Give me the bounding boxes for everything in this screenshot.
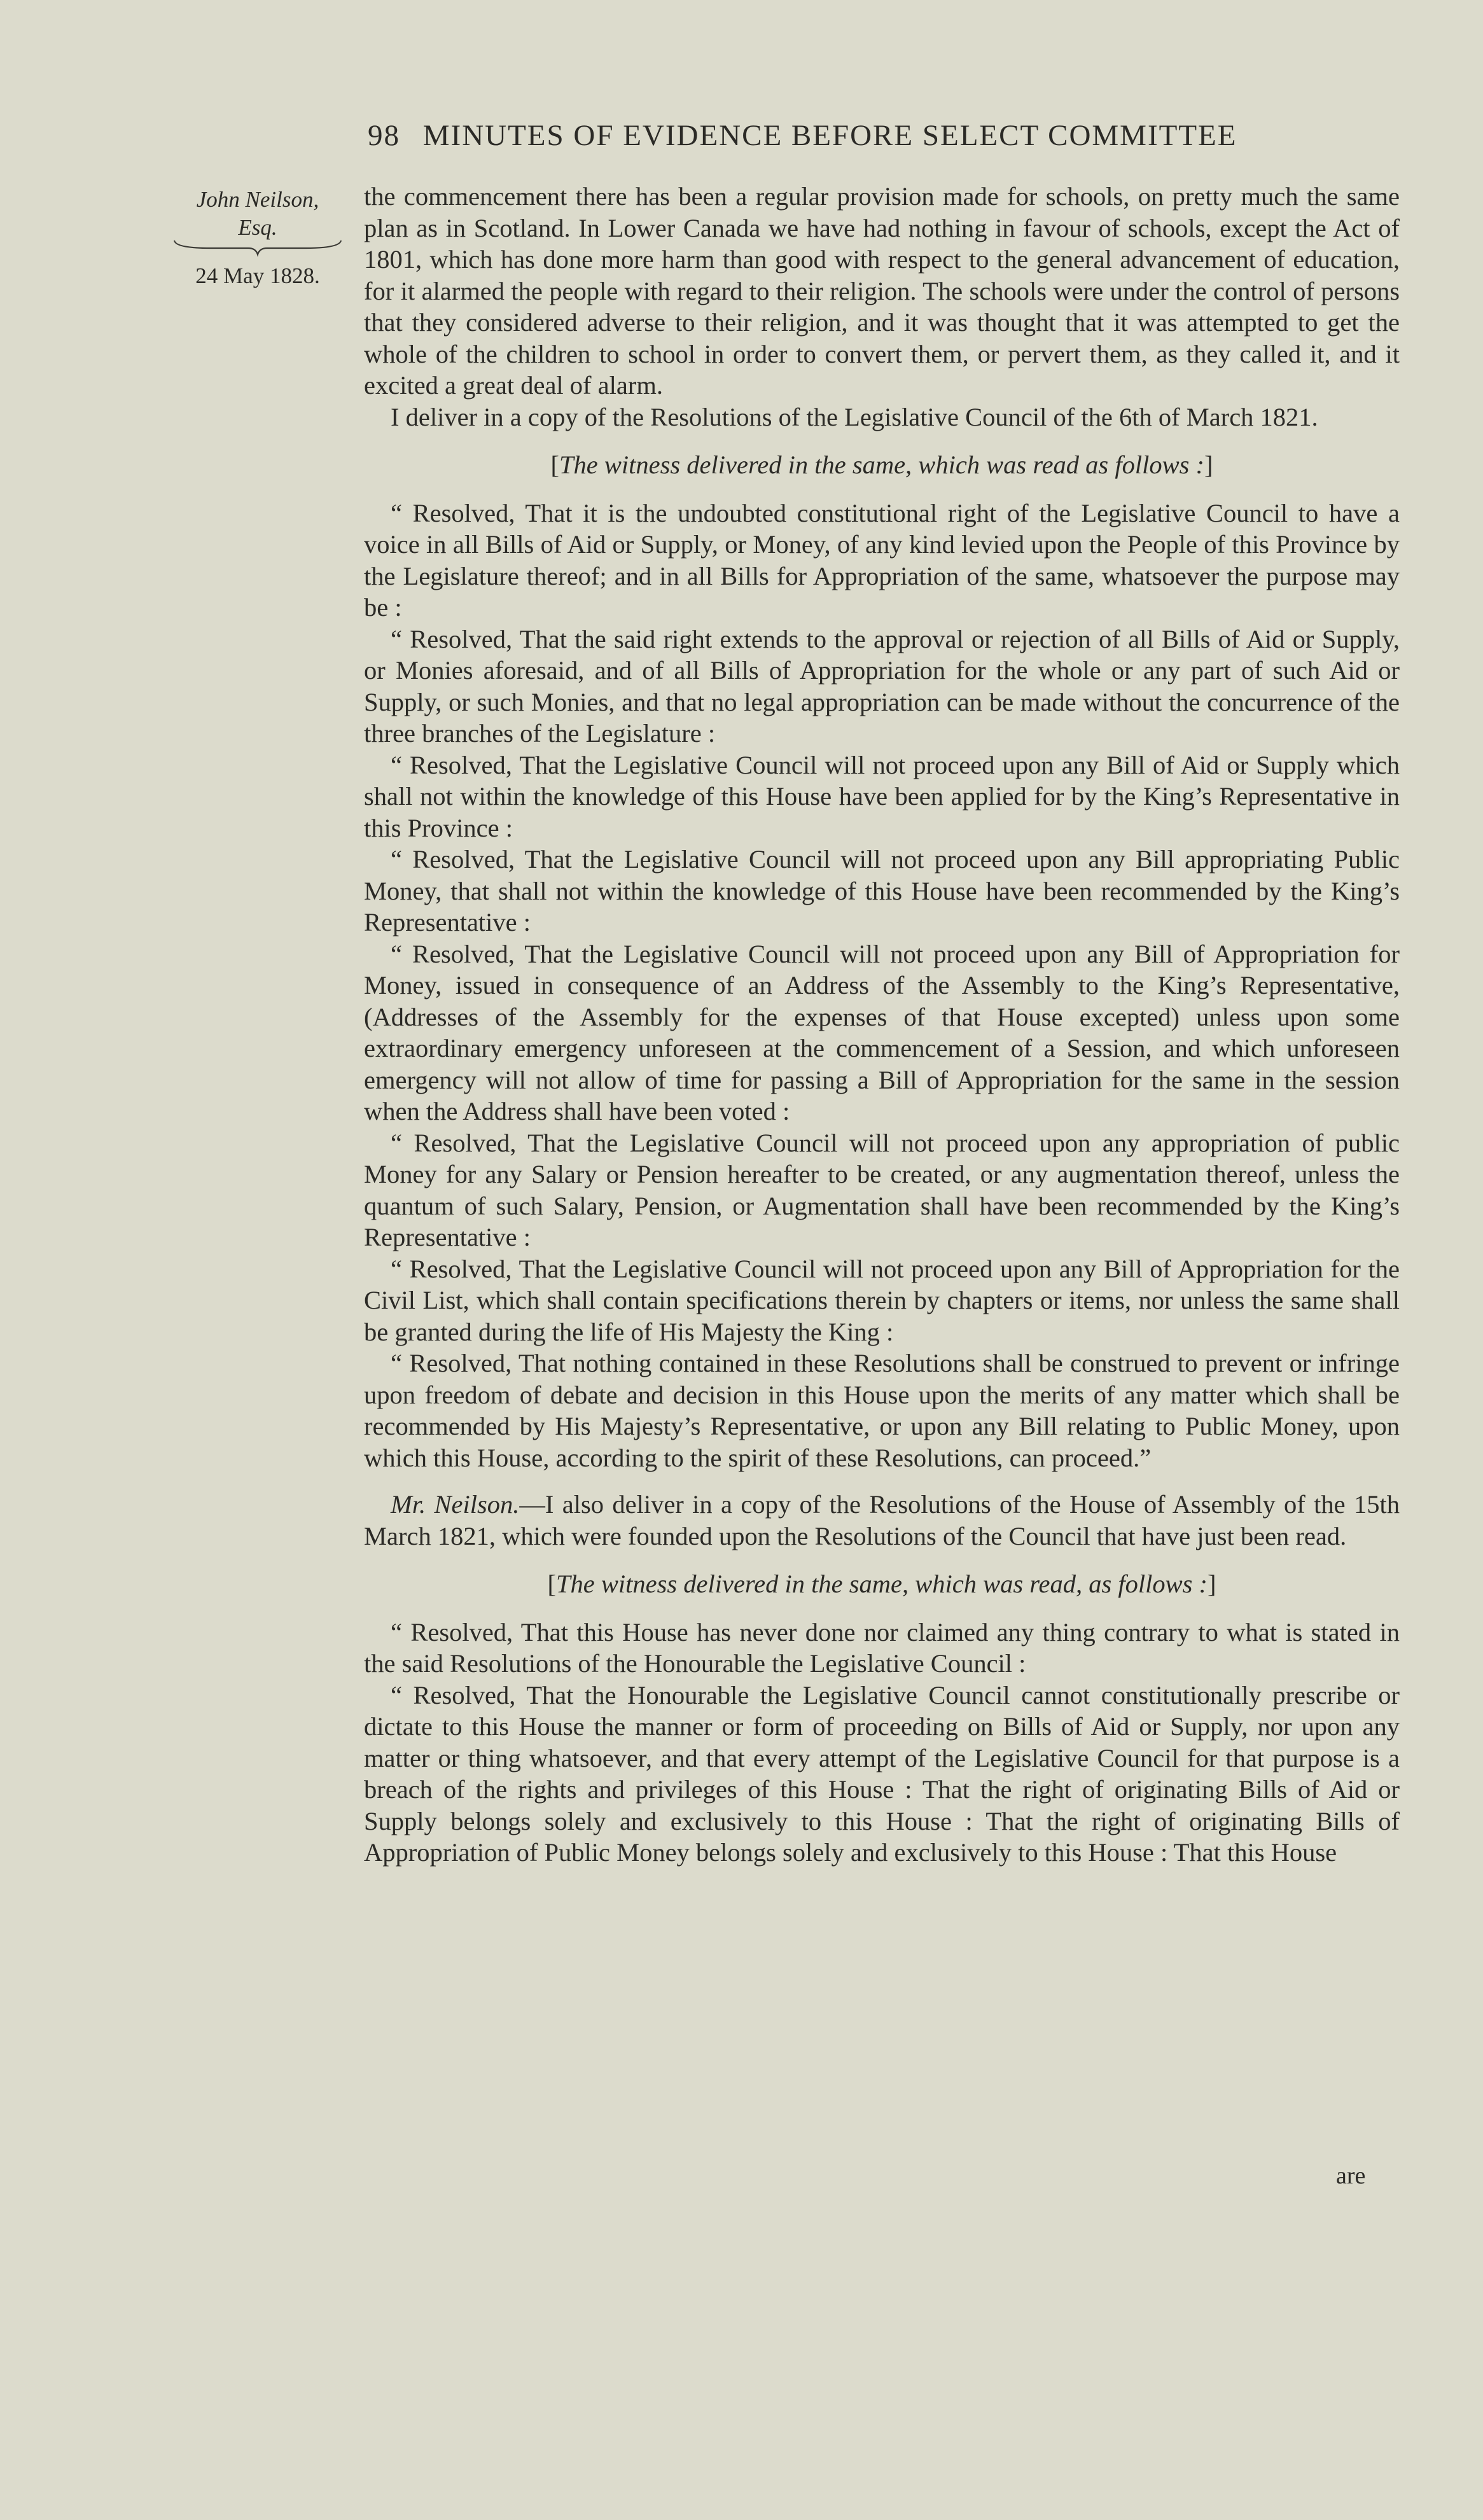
- paragraph: the commencement there has been a regular provision made for schools, on pretty much the same plan as in Scotland. In Lower Canada we have had nothing in favour of schools, except the Act of 1801, which has done more harm than good with respect to the general advancement of education, for it alarmed the people with regard to their religion. The schools were under the control of persons that they considered adverse to their religion, and it was thought that it was attempted to get the whole of the children to school in order to convert them, or pervert them, as they called it, and it excited a great deal of alarm.: [364, 182, 1400, 400]
- editorial-note: [The witness delivered in the same, which was read as follows :]: [550, 450, 1213, 479]
- resolution: “ Resolved, That the Legislative Council will not proceed upon any Bill of Appropriation for Money, issued in consequence of an Address of the Assembly to the King’s Representative, (Addresses of the Assembly for the expenses of that House excepted) unless upon some extraordinary emergency unforeseen at the commencement of a Session, and which unforeseen emergency will not allow of time for passing a Bill of Appropriation for the same in the session when the Address shall have been voted :: [364, 939, 1400, 1125]
- running-title: MINUTES OF EVIDENCE BEFORE SELECT COMMITTEE: [422, 119, 1237, 152]
- running-header: [368, 118, 1322, 153]
- editorial-note: [The witness delivered in the same, which was read, as follows :]: [547, 1570, 1216, 1598]
- resolution: “ Resolved, That nothing contained in these Resolutions shall be construed to prevent or infringe upon freedom of debate and decision in this House upon the merits of any matter which shall be recommended by His Majesty’s Representative, or upon any Bill relating to Public Money, upon which this House, according to the spirit of these Resolutions, can proceed.”: [364, 1349, 1400, 1472]
- resolution: “ Resolved, That the Honourable the Legislative Council cannot constitutionally prescribe or dictate to this House the manner or form of proceeding on Bills of Aid or Supply, nor upon any matter or thing whatsoever, and that every attempt of the Legislative Council for that purpose is a breach of the rights and privileges of this House : That the right of originating Bills of Aid or Supply belongs solely and exclusively to this House : That the right of originating Bills of Appropriation of Public Money belongs solely and exclusively to this House : That this House: [364, 1680, 1400, 1867]
- resolution: “ Resolved, That the Legislative Council will not proceed upon any Bill of Appropriation for the Civil List, which shall contain specifications therein by chapters or items, nor unless the same shall be granted during the life of His Majesty the King :: [364, 1254, 1400, 1346]
- body-text: [364, 181, 1400, 1869]
- evidence-date: 24 May 1828.: [195, 263, 320, 288]
- catchword: are: [1336, 2162, 1366, 2189]
- paragraph: [364, 1489, 1400, 1552]
- resolution: “ Resolved, That this House has never done nor claimed any thing contrary to what is stated in the said Resolutions of the Honourable the Legislative Council :: [364, 1617, 1400, 1678]
- witness-name: John Neilson,: [196, 187, 319, 212]
- speaker-text: —I also deliver in a copy of the Resolutions of the House of Assembly of the 15th March 1821, which were founded upon the Resolutions of the Council that have just been read.: [364, 1490, 1400, 1550]
- margin-note: [165, 186, 350, 290]
- paragraph: I deliver in a copy of the Resolutions of the Legislative Council of the 6th of March 1821.: [391, 402, 1318, 431]
- resolution: “ Resolved, That the said right extends to the approval or rejection of all Bills of Aid or Supply, or Monies aforesaid, and of all Bills of Appropriation for the whole or any part of such Aid or Supply, or such Monies, and that no legal appropriation can be made without the concurrence of the three branches of the Legislature :: [364, 624, 1400, 748]
- resolution: “ Resolved, That the Legislative Council will not proceed upon any Bill of Aid or Supply which shall not within the knowledge of this House have been applied for by the King’s Representative in this Province :: [364, 750, 1400, 842]
- resolution: “ Resolved, That the Legislative Council will not proceed upon any appropriation of public Money for any Salary or Pension hereafter to be created, or any augmentation thereof, unless the quantum of such Salary, Pension, or Augmentation shall have been recommended by the King’s Representative :: [364, 1128, 1400, 1251]
- witness-title: Esq.: [238, 215, 277, 240]
- resolution: “ Resolved, That the Legislative Council will not proceed upon any Bill appropriating Public Money, that shall not within the knowledge of this House have been recommended by the King’s Representative :: [364, 845, 1400, 936]
- speaker-name: Mr. Neilson.: [391, 1490, 520, 1519]
- editorial-note-text: The witness delivered in the same, which was read, as follows :: [555, 1570, 1208, 1598]
- editorial-note-text: The witness delivered in the same, which was read as follows :: [559, 450, 1204, 479]
- page-number: 98: [368, 119, 400, 152]
- resolution: “ Resolved, That it is the undoubted constitutional right of the Legislative Council to have a voice in all Bills of Aid or Supply, or Money, of any kind levied upon the People of this Province by the Legislature thereof; and in all Bills for Appropriation of the same, whatsoever the purpose may be :: [364, 498, 1400, 622]
